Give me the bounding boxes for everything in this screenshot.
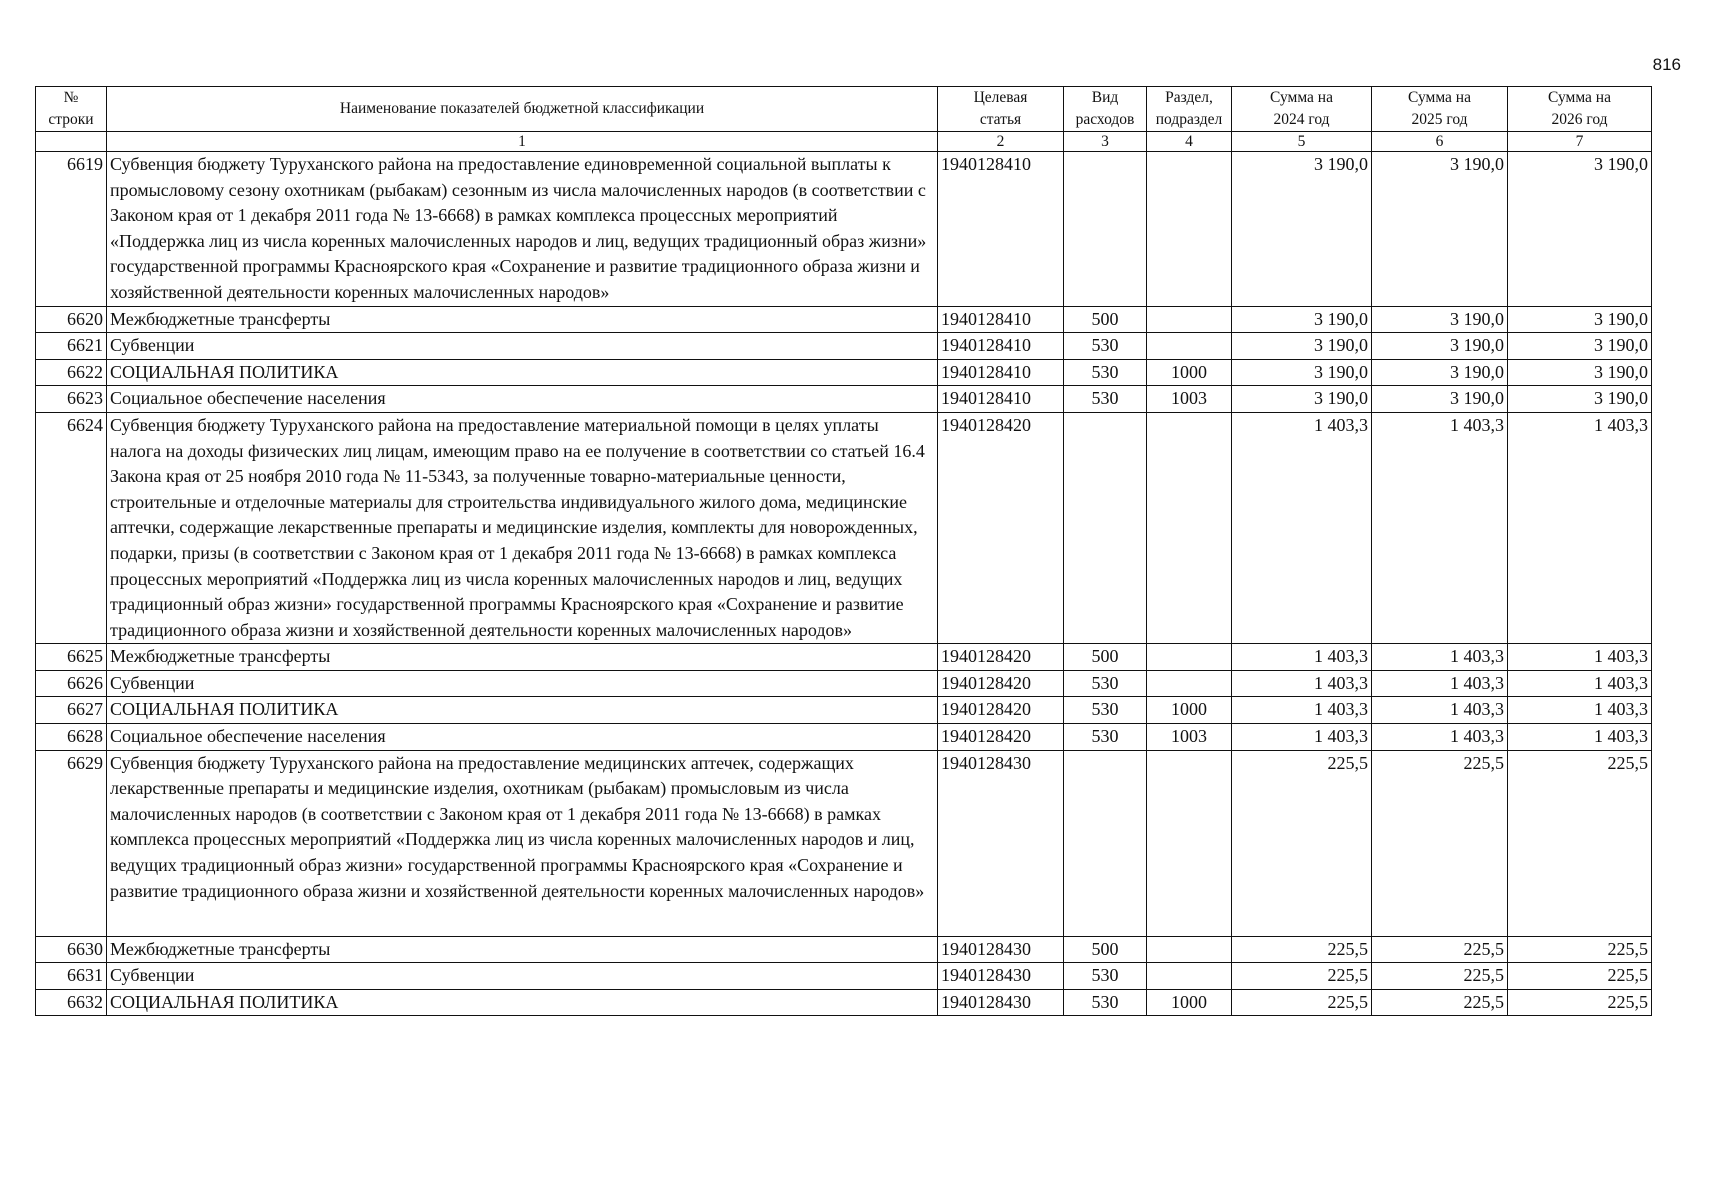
row-name: СОЦИАЛЬНАЯ ПОЛИТИКА: [107, 989, 938, 1016]
row-sum-2025: 3 190,0: [1372, 333, 1508, 360]
row-section: 1000: [1147, 697, 1232, 724]
column-number-row: [36, 132, 1652, 152]
row-number: 6624: [36, 412, 107, 643]
row-name: Субвенция бюджету Туруханского района на предоставление единовременной социальной выплаты к промысловому сезону охотникам (рыбакам) сезонным из числа малочисленных народов (в соответствии с Законом края от 1 декабря 2011 года № 13-6668) в рамках комплекса процессных мероприятий «Поддержка лиц из числа коренных малочисленных народов и лиц, ведущих традиционный образ жизни» государственной программы Красноярского края «Сохранение и развитие традиционного образа жизни и хозяйственной деятельности коренных малочисленных народов»: [107, 152, 938, 307]
row-sum-2025: 225,5: [1372, 750, 1508, 936]
row-section: [1147, 963, 1232, 990]
table-row: [36, 697, 1652, 724]
row-expense-type: [1064, 152, 1147, 307]
row-number: 6631: [36, 963, 107, 990]
row-sum-2025: 1 403,3: [1372, 724, 1508, 751]
row-sum-2026: 225,5: [1508, 936, 1652, 963]
row-sum-2025: 3 190,0: [1372, 359, 1508, 386]
row-target-code: 1940128420: [938, 670, 1064, 697]
header-code: [938, 87, 1064, 132]
row-number: 6623: [36, 386, 107, 413]
row-expense-type: 500: [1064, 306, 1147, 333]
header-vid-line2: расходов: [1075, 111, 1135, 128]
header-sum-2025-line1: Сумма на: [1408, 89, 1471, 106]
header-razd-line1: Раздел,: [1165, 89, 1213, 106]
column-number: [36, 132, 107, 152]
row-name: Межбюджетные трансферты: [107, 306, 938, 333]
row-name: Субвенции: [107, 670, 938, 697]
row-target-code: 1940128420: [938, 644, 1064, 671]
row-sum-2024: 1 403,3: [1232, 724, 1372, 751]
row-number: 6627: [36, 697, 107, 724]
row-sum-2026: 3 190,0: [1508, 152, 1652, 307]
header-name: Наименование показателей бюджетной классификации: [107, 87, 938, 132]
row-sum-2026: 3 190,0: [1508, 333, 1652, 360]
column-number: 1: [107, 132, 938, 152]
header-row-no-line2: строки: [48, 111, 94, 128]
row-sum-2024: 225,5: [1232, 750, 1372, 936]
header-sum-2026-line2: 2026 год: [1551, 111, 1608, 128]
row-section: [1147, 670, 1232, 697]
row-target-code: 1940128430: [938, 936, 1064, 963]
row-sum-2026: 1 403,3: [1508, 697, 1652, 724]
header-sum-2024-line2: 2024 год: [1273, 111, 1330, 128]
row-sum-2025: 225,5: [1372, 963, 1508, 990]
row-expense-type: 500: [1064, 644, 1147, 671]
row-sum-2024: 225,5: [1232, 936, 1372, 963]
row-name: Субвенция бюджету Туруханского района на предоставление материальной помощи в целях уплаты налога на доходы физических лиц лицам, имеющим право на ее получение в соответствии со статьей 16.4 Закона края от 25 ноября 2010 года № 11-5343, за полученные товарно-материальные ценности, строительные и отделочные материалы для строительства индивидуального жилого дома, медицинские аптечки, содержащие лекарственные препараты и медицинские изделия, комплекты для новорожденных, подарки, призы (в соответствии с Законом края от 1 декабря 2011 года № 13-6668) в рамках комплекса процессных мероприятий «Поддержка лиц из числа коренных малочисленных народов и лиц, ведущих традиционный образ жизни» государственной программы Красноярского края «Сохранение и развитие традиционного образа жизни и хозяйственной деятельности коренных малочисленных народов»: [107, 412, 938, 643]
column-number: 6: [1372, 132, 1508, 152]
row-sum-2026: 1 403,3: [1508, 412, 1652, 643]
row-sum-2024: 3 190,0: [1232, 359, 1372, 386]
row-sum-2026: 1 403,3: [1508, 644, 1652, 671]
header-sum-2026: [1508, 87, 1652, 132]
header-code-line2: статья: [979, 111, 1022, 128]
row-target-code: 1940128410: [938, 359, 1064, 386]
header-sum-2026-line1: Сумма на: [1548, 89, 1611, 106]
column-number: 2: [938, 132, 1064, 152]
row-target-code: 1940128410: [938, 306, 1064, 333]
row-sum-2025: 1 403,3: [1372, 697, 1508, 724]
row-sum-2024: 225,5: [1232, 963, 1372, 990]
row-target-code: 1940128410: [938, 386, 1064, 413]
table-row: [36, 670, 1652, 697]
row-sum-2024: 1 403,3: [1232, 670, 1372, 697]
row-sum-2025: 3 190,0: [1372, 386, 1508, 413]
row-target-code: 1940128410: [938, 152, 1064, 307]
row-target-code: 1940128430: [938, 750, 1064, 936]
table-row: [36, 750, 1652, 936]
budget-table: [35, 86, 1652, 1016]
row-target-code: 1940128420: [938, 412, 1064, 643]
row-target-code: 1940128430: [938, 963, 1064, 990]
row-expense-type: 500: [1064, 936, 1147, 963]
row-number: 6630: [36, 936, 107, 963]
row-section: 1000: [1147, 989, 1232, 1016]
row-sum-2026: 1 403,3: [1508, 670, 1652, 697]
column-number: 5: [1232, 132, 1372, 152]
header-razd-line2: подраздел: [1155, 111, 1223, 128]
row-number: 6625: [36, 644, 107, 671]
table-row: [36, 306, 1652, 333]
header-sum-2024-line1: Сумма на: [1270, 89, 1333, 106]
row-sum-2024: 3 190,0: [1232, 306, 1372, 333]
row-sum-2026: 3 190,0: [1508, 306, 1652, 333]
header-sum-2025: [1372, 87, 1508, 132]
row-sum-2025: 225,5: [1372, 936, 1508, 963]
row-sum-2024: 3 190,0: [1232, 152, 1372, 307]
row-number: 6621: [36, 333, 107, 360]
row-expense-type: [1064, 750, 1147, 936]
row-target-code: 1940128420: [938, 697, 1064, 724]
header-razd: [1147, 87, 1232, 132]
table-row: [36, 989, 1652, 1016]
row-number: 6628: [36, 724, 107, 751]
row-section: 1003: [1147, 724, 1232, 751]
header-row-no: [36, 87, 107, 132]
header-row: [36, 87, 1652, 132]
row-section: [1147, 333, 1232, 360]
row-sum-2026: 225,5: [1508, 963, 1652, 990]
row-expense-type: 530: [1064, 386, 1147, 413]
row-expense-type: 530: [1064, 963, 1147, 990]
row-name: СОЦИАЛЬНАЯ ПОЛИТИКА: [107, 359, 938, 386]
row-sum-2025: 1 403,3: [1372, 670, 1508, 697]
row-name: Межбюджетные трансферты: [107, 644, 938, 671]
table-row: [36, 963, 1652, 990]
header-vid-line1: Вид: [1091, 89, 1119, 106]
row-target-code: 1940128420: [938, 724, 1064, 751]
row-sum-2026: 3 190,0: [1508, 359, 1652, 386]
row-name: Социальное обеспечение населения: [107, 386, 938, 413]
row-section: 1003: [1147, 386, 1232, 413]
row-sum-2026: 1 403,3: [1508, 724, 1652, 751]
table-row: [36, 644, 1652, 671]
row-sum-2025: 1 403,3: [1372, 412, 1508, 643]
table-row: [36, 724, 1652, 751]
row-number: 6632: [36, 989, 107, 1016]
row-sum-2026: 3 190,0: [1508, 386, 1652, 413]
header-sum-2025-line2: 2025 год: [1411, 111, 1468, 128]
row-number: 6629: [36, 750, 107, 936]
row-number: 6622: [36, 359, 107, 386]
row-section: 1000: [1147, 359, 1232, 386]
table-row: [36, 333, 1652, 360]
row-sum-2024: 1 403,3: [1232, 412, 1372, 643]
row-sum-2026: 225,5: [1508, 750, 1652, 936]
row-sum-2024: 1 403,3: [1232, 697, 1372, 724]
header-code-line1: Целевая: [973, 89, 1028, 106]
row-number: 6626: [36, 670, 107, 697]
row-sum-2024: 225,5: [1232, 989, 1372, 1016]
row-sum-2026: 225,5: [1508, 989, 1652, 1016]
table-row: [36, 152, 1652, 307]
row-expense-type: 530: [1064, 359, 1147, 386]
row-section: [1147, 306, 1232, 333]
row-name: Межбюджетные трансферты: [107, 936, 938, 963]
row-section: [1147, 644, 1232, 671]
header-row-no-line1: №: [63, 89, 79, 106]
column-number: 4: [1147, 132, 1232, 152]
header-sum-2024: [1232, 87, 1372, 132]
column-number: 7: [1508, 132, 1652, 152]
row-expense-type: 530: [1064, 697, 1147, 724]
row-name: Субвенции: [107, 333, 938, 360]
row-sum-2025: 3 190,0: [1372, 152, 1508, 307]
table-row: [36, 359, 1652, 386]
page-number: 816: [1652, 55, 1681, 74]
row-target-code: 1940128410: [938, 333, 1064, 360]
row-expense-type: 530: [1064, 989, 1147, 1016]
row-expense-type: 530: [1064, 670, 1147, 697]
row-sum-2025: 1 403,3: [1372, 644, 1508, 671]
row-section: [1147, 750, 1232, 936]
row-section: [1147, 152, 1232, 307]
table-row: [36, 386, 1652, 413]
row-expense-type: [1064, 412, 1147, 643]
row-sum-2025: 3 190,0: [1372, 306, 1508, 333]
header-vid: [1064, 87, 1147, 132]
row-section: [1147, 936, 1232, 963]
row-expense-type: 530: [1064, 333, 1147, 360]
row-name: Субвенции: [107, 963, 938, 990]
row-sum-2024: 3 190,0: [1232, 386, 1372, 413]
column-number: 3: [1064, 132, 1147, 152]
row-target-code: 1940128430: [938, 989, 1064, 1016]
table-row: [36, 936, 1652, 963]
row-number: 6619: [36, 152, 107, 307]
row-name: Социальное обеспечение населения: [107, 724, 938, 751]
row-sum-2024: 3 190,0: [1232, 333, 1372, 360]
row-section: [1147, 412, 1232, 643]
row-sum-2024: 1 403,3: [1232, 644, 1372, 671]
row-name: Субвенция бюджету Туруханского района на предоставление медицинских аптечек, содержащих лекарственные препараты и медицинские изделия, охотникам (рыбакам) промысловым из числа малочисленных народов (в соответствии с Законом края от 1 декабря 2011 года № 13-6668) в рамках комплекса процессных мероприятий «Поддержка лиц из числа коренных малочисленных народов и лиц, ведущих традиционный образ жизни» государственной программы Красноярского края «Сохранение и развитие традиционного образа жизни и хозяйственной деятельности коренных малочисленных народов»: [107, 750, 938, 936]
row-name: СОЦИАЛЬНАЯ ПОЛИТИКА: [107, 697, 938, 724]
row-number: 6620: [36, 306, 107, 333]
table-row: [36, 412, 1652, 643]
row-sum-2025: 225,5: [1372, 989, 1508, 1016]
row-expense-type: 530: [1064, 724, 1147, 751]
